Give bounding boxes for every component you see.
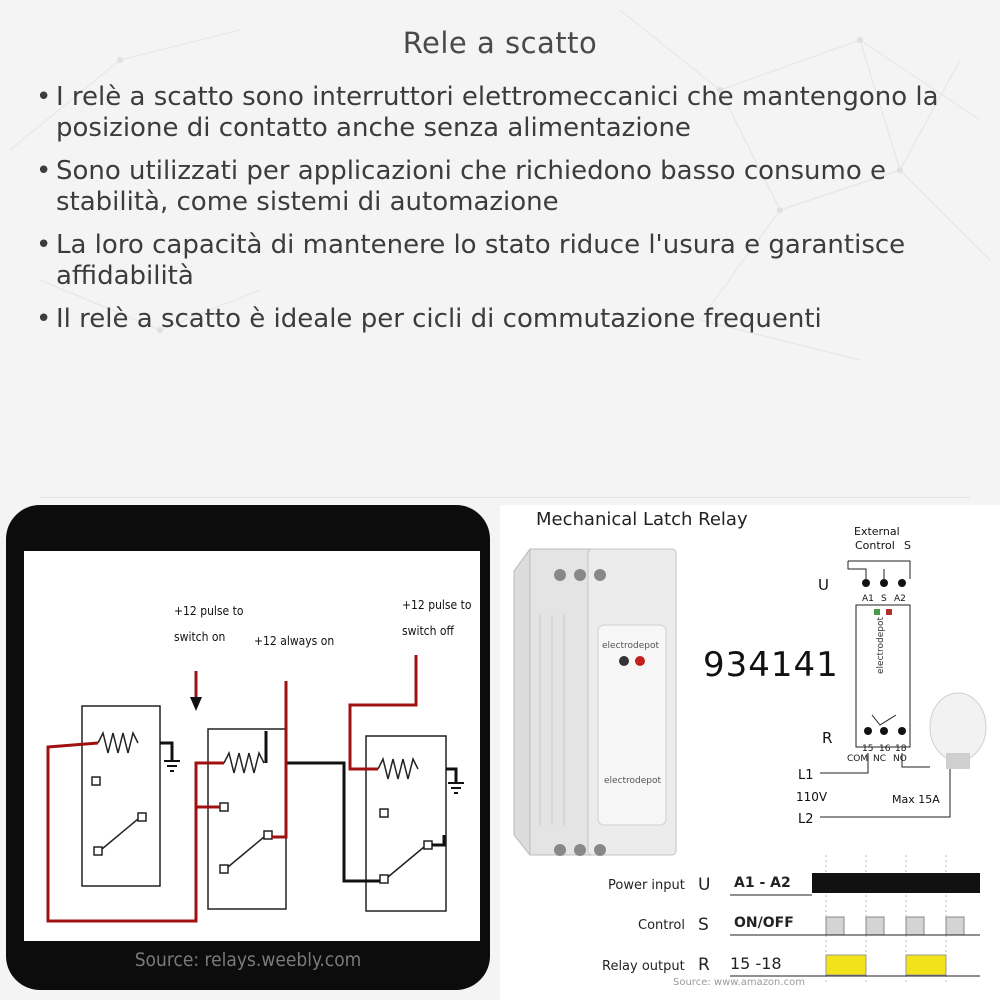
- terminal-com: COM: [847, 754, 869, 764]
- product-number: 934141: [703, 645, 839, 685]
- max-current-label: Max 15A: [892, 793, 940, 806]
- terminal-a2: A2: [894, 594, 906, 604]
- bullet-list: [36, 82, 966, 347]
- bullet-item: • Il relè a scatto è ideale per cicli di commutazione frequenti: [36, 304, 966, 335]
- timing-control-letter: S: [698, 915, 709, 935]
- image-source-caption: Source: relays.weebly.com: [134, 949, 362, 971]
- relay-box-1: [82, 706, 160, 886]
- terminal-s: S: [881, 594, 887, 604]
- timing-control-terminals: ON/OFF: [734, 915, 794, 931]
- relay-wiring-and-timing: [500, 505, 1000, 1000]
- relay-box-2: [208, 729, 286, 909]
- pulse-off-label-line2: switch off: [402, 624, 454, 638]
- bullet-item: • La loro capacità di mantenere lo stato riduce l'usura e garantisce affidabilità: [36, 230, 966, 292]
- terminal-no: NO: [893, 754, 907, 764]
- page-title: Rele a scatto: [402, 26, 598, 60]
- u-label: U: [818, 576, 829, 594]
- terminal-a1: A1: [862, 594, 874, 604]
- circuit-diagram-image: [6, 505, 490, 990]
- brand-label-top: electrodepot: [602, 641, 660, 651]
- terminal-nc: NC: [873, 754, 887, 764]
- light-bulb-icon: [930, 693, 986, 769]
- brand-label-bottom: electrodepot: [604, 776, 662, 786]
- power-input-bar: [812, 873, 980, 893]
- product-image-source-caption: Source: www.amazon.com: [673, 977, 805, 988]
- timing-power-input-terminals: A1 - A2: [734, 875, 791, 891]
- bullet-item: • I relè a scatto sono interruttori elettromeccanici che mantengono la posizione di contatto anche senza alimentazione: [36, 82, 966, 144]
- voltage-label: 110V: [796, 790, 828, 804]
- circuit-diagram-canvas: [24, 551, 480, 941]
- timing-relay-output-terminals: 15 -18: [730, 954, 782, 973]
- relay-box-3: [366, 736, 446, 911]
- terminal-16: 16: [879, 744, 891, 754]
- terminal-15: 15: [862, 744, 874, 754]
- external-control-label-2: Control: [855, 539, 895, 552]
- timing-control-label: Control: [638, 918, 685, 933]
- always-on-label: +12 always on: [254, 634, 335, 648]
- pulse-off-label-line1: +12 pulse to: [402, 598, 472, 612]
- product-image-title: Mechanical Latch Relay: [536, 509, 748, 530]
- latch-relay-product-image: [500, 505, 1000, 1000]
- timing-relay-output-label: Relay output: [602, 959, 685, 974]
- wiring-brand-label: electrodepot: [876, 616, 886, 674]
- external-control-label-1: External: [854, 525, 900, 538]
- timing-power-input-label: Power input: [608, 878, 685, 893]
- pulse-on-label-line2: switch on: [174, 630, 226, 644]
- latch-relay-circuit: [24, 551, 480, 941]
- terminal-18: 18: [895, 744, 907, 754]
- bullet-item: • Sono utilizzati per applicazioni che richiedono basso consumo e stabilità, come sistemi di automazione: [36, 156, 966, 218]
- pulse-on-label-line1: +12 pulse to: [174, 604, 244, 618]
- timing-relay-output-letter: R: [698, 955, 710, 975]
- r-label: R: [822, 729, 833, 747]
- l1-label: L1: [798, 768, 814, 783]
- timing-power-input-letter: U: [698, 875, 711, 895]
- section-divider: [40, 497, 970, 498]
- control-terminal-label: S: [904, 539, 911, 552]
- l2-label: L2: [798, 812, 814, 827]
- din-rail-relay-device: [514, 549, 676, 856]
